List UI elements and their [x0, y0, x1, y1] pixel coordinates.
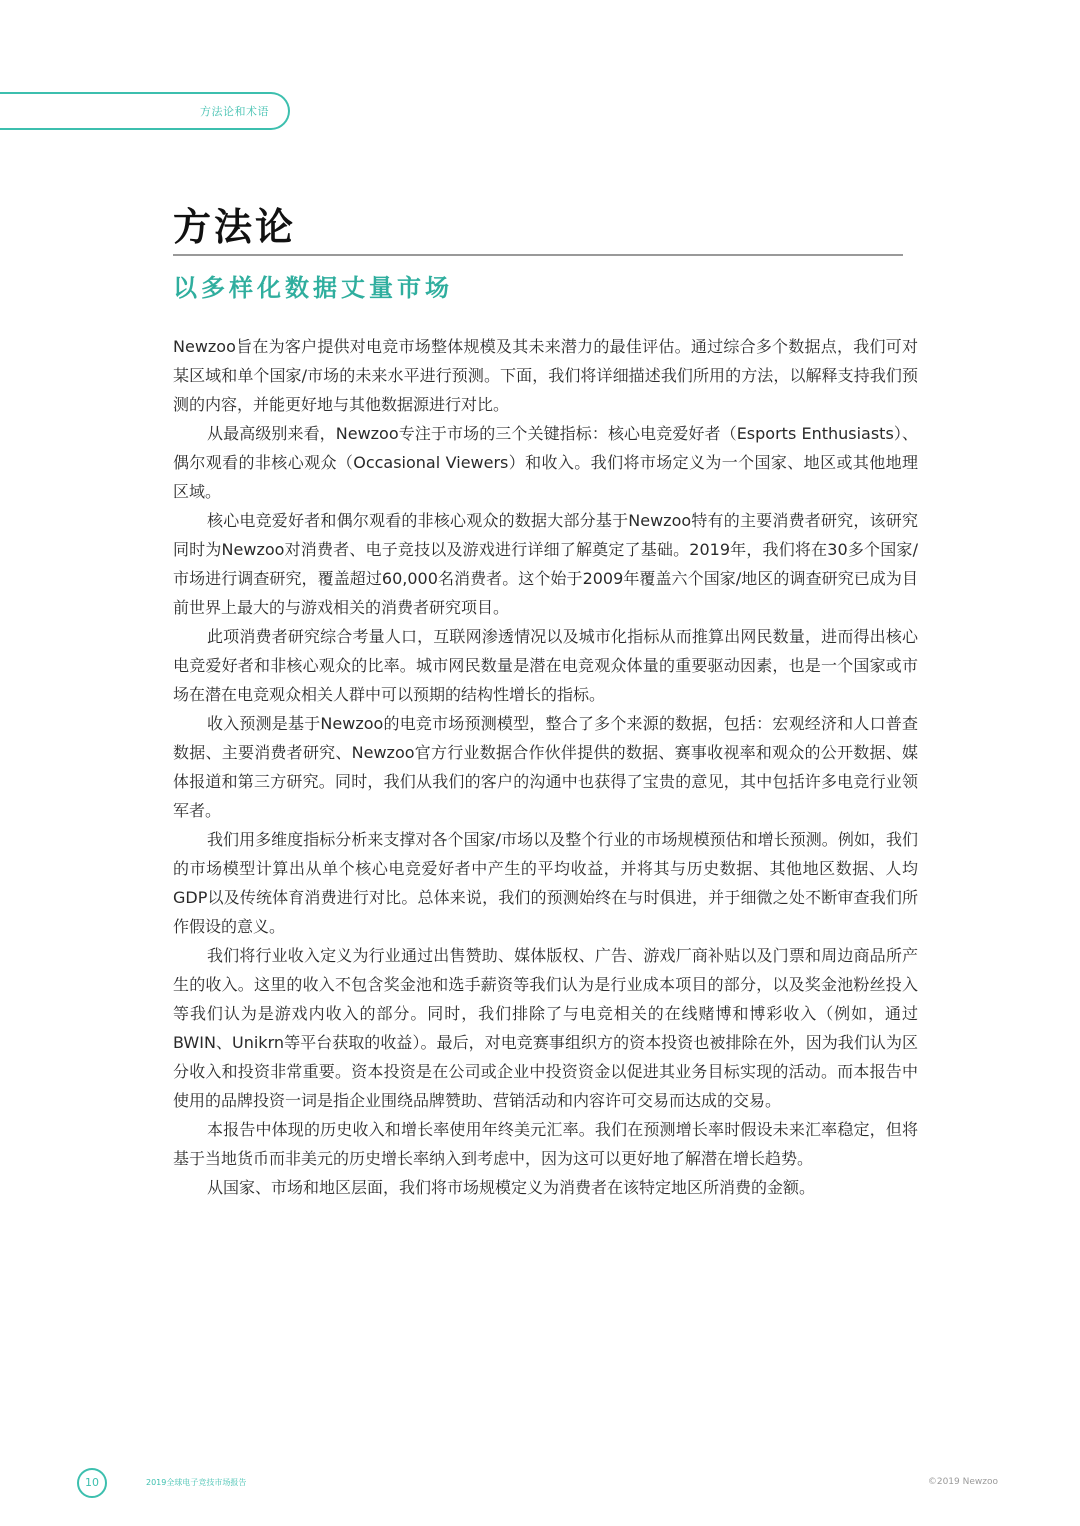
paragraph-5: 收入预测是基于Newzoo的电竞市场预测模型，整合了多个来源的数据，包括：宏观经济和人口普查数据、主要消费者研究、Newzoo官方行业数据合作伙伴提供的数据、赛事收视率和观众的公开数据、媒体报道和第三方研究。同时，我们从我们的客户的沟通中也获得了宝贵的意见，其中包括许多电竞行业领军者。: [173, 714, 918, 820]
paragraph-3: 核心电竞爱好者和偶尔观看的非核心观众的数据大部分基于Newzoo特有的主要消费者研究，该研究同时为Newzoo对消费者、电子竞技以及游戏进行详细了解奠定了基础。2019年，我们将在30多个国家/市场进行调查研究，覆盖超过60,000名消费者。这个始于2009年覆盖六个国家/地区的调查研究已成为目前世界上最大的与游戏相关的消费者研究项目。: [173, 511, 918, 617]
paragraph-8: 本报告中体现的历史收入和增长率使用年终美元汇率。我们在预测增长率时假设未来汇率稳定，但将基于当地货币而非美元的历史增长率纳入到考虑中，因为这可以更好地了解潜在增长趋势。: [173, 1120, 918, 1168]
paragraph-9: 从国家、市场和地区层面，我们将市场规模定义为消费者在该特定地区所消费的金额。: [207, 1178, 816, 1197]
section-label: 方法论和术语: [200, 105, 269, 118]
paragraph-7: 我们将行业收入定义为行业通过出售赞助、媒体版权、广告、游戏厂商补贴以及门票和周边商品所产生的收入。这里的收入不包含奖金池和选手薪资等我们认为是行业成本项目的部分，以及奖金池粉丝投入等我们认为是游戏内收入的部分。同时，我们排除了与电竞相关的在线赌博和博彩收入（例如，通过BWIN、Unikrn等平台获取的收益）。最后，对电竞赛事组织方的资本投资也被排除在外，因为我们认为区分收入和投资非常重要。资本投资是在公司或企业中投资资金以促进其业务目标实现的活动。而本报告中使用的品牌投资一词是指企业围绕品牌赞助、营销活动和内容许可交易而达成的交易。: [173, 946, 918, 1110]
page-number: 10: [77, 1468, 107, 1498]
footer-report-name: 2019全球电子竞技市场报告: [146, 1478, 247, 1487]
title-divider: [173, 254, 903, 256]
paragraph-1: Newzoo旨在为客户提供对电竞市场整体规模及其未来潜力的最佳评估。通过综合多个数据点，我们可对某区域和单个国家/市场的未来水平进行预测。下面，我们将详细描述我们所用的方法，以解释支持我们预测的内容，并能更好地与其他数据源进行对比。: [173, 337, 918, 414]
body-text: [173, 332, 918, 1202]
page-subtitle: 以多样化数据丈量市场: [173, 274, 453, 302]
paragraph-6: 我们用多维度指标分析来支撑对各个国家/市场以及整个行业的市场规模预估和增长预测。例如，我们的市场模型计算出从单个核心电竞爱好者中产生的平均收益，并将其与历史数据、其他地区数据、人均GDP以及传统体育消费进行对比。总体来说，我们的预测始终在与时俱进，并于细微之处不断审查我们所作假设的意义。: [173, 830, 918, 936]
footer-copyright: ©2019 Newzoo: [927, 1477, 998, 1487]
paragraph-4: 此项消费者研究综合考量人口，互联网渗透情况以及城市化指标从而推算出网民数量，进而得出核心电竞爱好者和非核心观众的比率。城市网民数量是潜在电竞观众体量的重要驱动因素，也是一个国家或市场在潜在电竞观众相关人群中可以预期的结构性增长的指标。: [173, 627, 918, 704]
paragraph-2: 从最高级别来看，Newzoo专注于市场的三个关键指标：核心电竞爱好者（Esports Enthusiasts）、偶尔观看的非核心观众（Occasional Viewers）和收入。我们将市场定义为一个国家、地区或其他地理区域。: [173, 424, 918, 501]
page-title: 方法论: [173, 205, 297, 249]
